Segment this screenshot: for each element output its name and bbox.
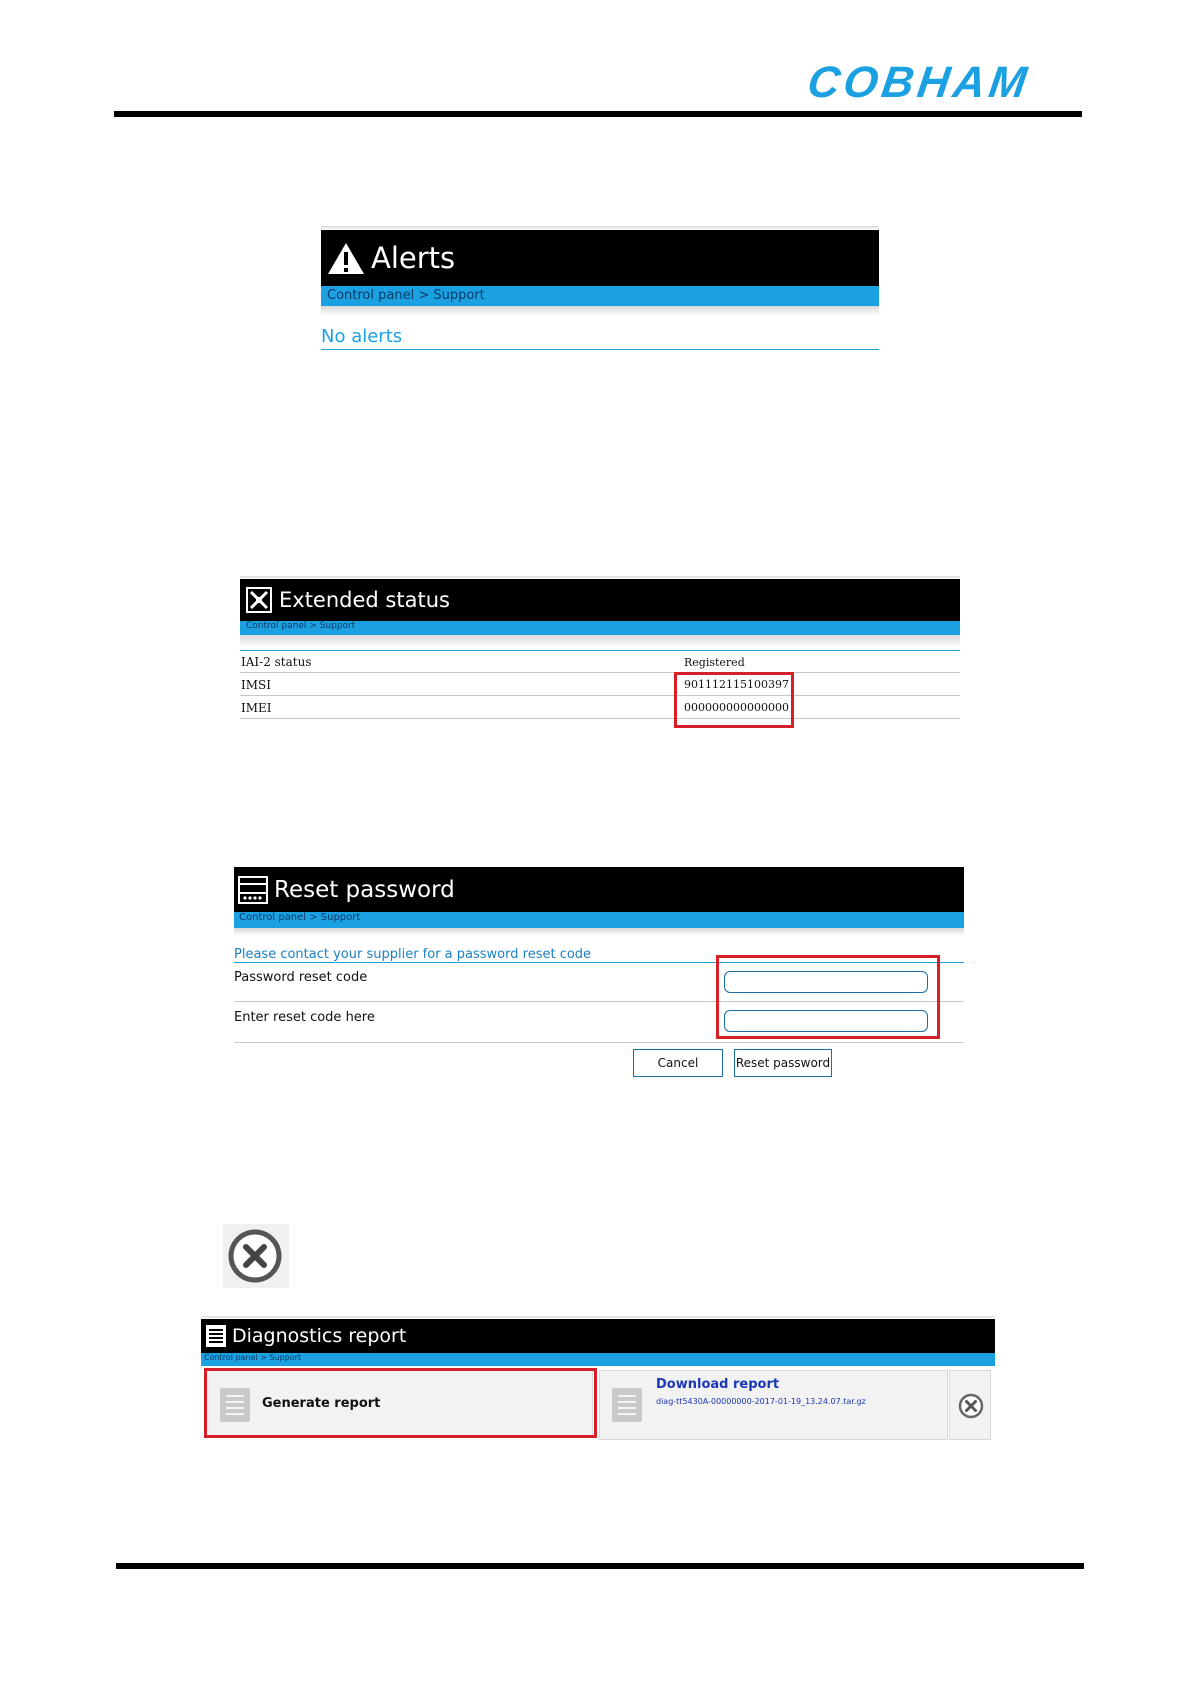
- reset-instruction: Please contact your supplier for a password reset code: [234, 947, 592, 962]
- alerts-title: Alerts: [371, 241, 456, 275]
- cobham-logo: COBHAM: [804, 58, 1034, 107]
- status-row-iai2: [240, 651, 960, 673]
- iai2-status-label: IAI-2 status: [241, 655, 312, 669]
- status-row-imei: [240, 696, 960, 719]
- diagnostics-title: Diagnostics report: [232, 1325, 407, 1347]
- top-rule: [114, 111, 1082, 117]
- generate-report-highlight: [204, 1368, 597, 1438]
- delete-report-button[interactable]: [949, 1370, 991, 1440]
- bottom-rule: [116, 1563, 1084, 1569]
- reset-password-button[interactable]: Reset password: [734, 1049, 832, 1077]
- generate-report-label: Generate report: [262, 1396, 381, 1411]
- imsi-value: 901112115100397: [684, 678, 789, 691]
- close-circle-icon[interactable]: [223, 1224, 289, 1288]
- download-report-filename[interactable]: diag-tt5430A-00000000-2017-01-19_13.24.07.tar.gz: [656, 1397, 866, 1406]
- reset-password-icon: [238, 875, 268, 905]
- imsi-imei-highlight: [674, 672, 794, 728]
- enter-reset-code-label: Enter reset code here: [234, 1010, 375, 1025]
- extended-status-icon: [246, 587, 272, 613]
- extended-status-header: [240, 579, 960, 621]
- download-report-box: [599, 1370, 948, 1440]
- reset-fields-highlight: [716, 955, 940, 1039]
- status-row-imsi: [240, 673, 960, 696]
- extended-status-panel: [240, 576, 960, 716]
- extended-status-title: Extended status: [279, 588, 450, 612]
- iai2-status-value: Registered: [684, 656, 745, 669]
- report-icon: [205, 1324, 227, 1348]
- extended-status-breadcrumb[interactable]: Control panel > Support: [240, 621, 960, 635]
- diagnostics-breadcrumb[interactable]: Control panel > Support: [201, 1353, 995, 1366]
- reset-password-title: Reset password: [274, 876, 455, 903]
- reset-password-header: [234, 867, 964, 912]
- password-reset-code-label: Password reset code: [234, 970, 368, 985]
- imei-label: IMEI: [241, 701, 272, 715]
- download-report-link[interactable]: Download report: [656, 1377, 780, 1392]
- alerts-breadcrumb[interactable]: Control panel > Support: [321, 286, 879, 306]
- imsi-label: IMSI: [241, 678, 271, 692]
- cancel-button[interactable]: Cancel: [633, 1049, 723, 1077]
- close-small-icon: [950, 1371, 992, 1441]
- imei-value: 000000000000000: [684, 701, 789, 714]
- reset-password-breadcrumb[interactable]: Control panel > Support: [234, 912, 964, 928]
- alerts-header: [321, 230, 879, 286]
- diagnostics-header: [201, 1319, 995, 1353]
- download-report-icon: [612, 1388, 642, 1422]
- no-alerts-text: No alerts: [321, 326, 403, 347]
- warning-icon: [327, 241, 365, 275]
- alerts-panel: [321, 226, 879, 354]
